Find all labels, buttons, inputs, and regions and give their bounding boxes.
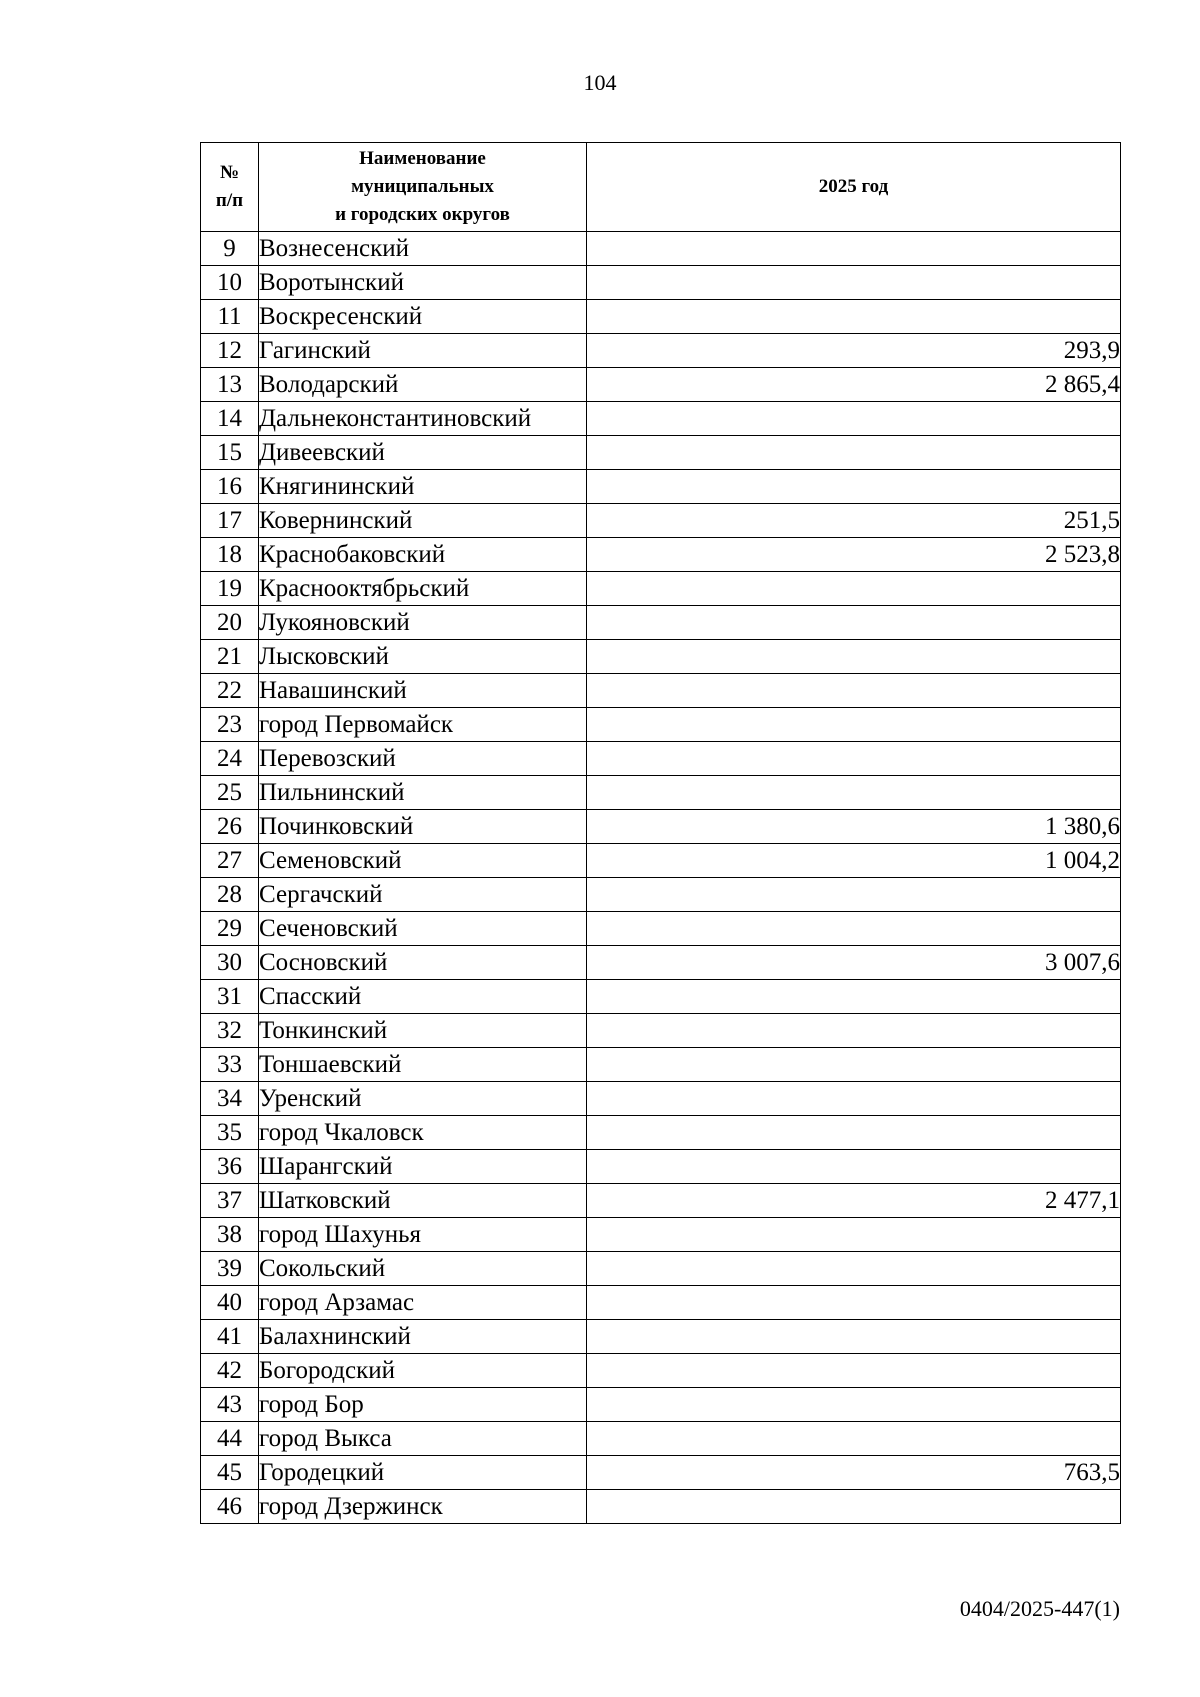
table-header-row: [201, 143, 1121, 232]
value-2025-cell: [587, 1490, 1121, 1524]
table-row: [201, 1082, 1121, 1116]
table-row: [201, 674, 1121, 708]
municipality-name-cell: город Шахунья: [259, 1218, 587, 1252]
value-2025-cell: [587, 674, 1121, 708]
table-row: [201, 334, 1121, 368]
municipality-name-cell: город Арзамас: [259, 1286, 587, 1320]
municipality-name-cell: город Первомайск: [259, 708, 587, 742]
row-number-cell: 30: [201, 946, 259, 980]
value-2025-cell: [587, 1252, 1121, 1286]
allocation-table: [200, 142, 1121, 1524]
header-year: [587, 143, 1121, 232]
municipality-name-cell: город Дзержинск: [259, 1490, 587, 1524]
municipality-name-cell: Спасский: [259, 980, 587, 1014]
value-2025-cell: [587, 470, 1121, 504]
value-2025-cell: [587, 1422, 1121, 1456]
row-number-cell: 31: [201, 980, 259, 1014]
municipality-name-cell: Дальнеконстантиновский: [259, 402, 587, 436]
header-year-label: 2025 год: [818, 176, 889, 197]
table-row: [201, 946, 1121, 980]
page-number: 104: [583, 70, 617, 95]
municipality-name-cell: Шатковский: [259, 1184, 587, 1218]
row-number-cell: 9: [201, 232, 259, 266]
row-number-cell: 37: [201, 1184, 259, 1218]
table-row: [201, 708, 1121, 742]
table-body: [201, 232, 1121, 1524]
value-2025-cell: [587, 640, 1121, 674]
row-number-cell: 14: [201, 402, 259, 436]
municipality-name-cell: Навашинский: [259, 674, 587, 708]
municipality-name-cell: Перевозский: [259, 742, 587, 776]
municipality-name-cell: Починковский: [259, 810, 587, 844]
header-number-label: № п/п: [215, 162, 244, 211]
municipality-name-cell: Уренский: [259, 1082, 587, 1116]
value-2025-cell: [587, 1048, 1121, 1082]
municipality-name-cell: Лысковский: [259, 640, 587, 674]
row-number-cell: 15: [201, 436, 259, 470]
municipality-name-cell: Сергачский: [259, 878, 587, 912]
value-2025-cell: [587, 402, 1121, 436]
row-number-cell: 24: [201, 742, 259, 776]
municipality-name-cell: Гагинский: [259, 334, 587, 368]
table-row: [201, 1252, 1121, 1286]
value-2025-cell: [587, 1150, 1121, 1184]
row-number-cell: 16: [201, 470, 259, 504]
municipality-name-cell: город Бор: [259, 1388, 587, 1422]
row-number-cell: 36: [201, 1150, 259, 1184]
table-row: [201, 368, 1121, 402]
table-row: [201, 266, 1121, 300]
value-2025-cell: 763,5: [587, 1456, 1121, 1490]
table-row: [201, 776, 1121, 810]
table-row: [201, 1048, 1121, 1082]
row-number-cell: 41: [201, 1320, 259, 1354]
table-row: [201, 1014, 1121, 1048]
table-row: [201, 1150, 1121, 1184]
table-row: [201, 572, 1121, 606]
municipality-name-cell: город Выкса: [259, 1422, 587, 1456]
value-2025-cell: [587, 980, 1121, 1014]
value-2025-cell: [587, 1014, 1121, 1048]
table-row: [201, 1388, 1121, 1422]
municipality-name-cell: Княгининский: [259, 470, 587, 504]
table-row: [201, 1116, 1121, 1150]
row-number-cell: 40: [201, 1286, 259, 1320]
value-2025-cell: 1 004,2: [587, 844, 1121, 878]
table-row: [201, 878, 1121, 912]
table-row: [201, 504, 1121, 538]
municipality-name-cell: Вознесенский: [259, 232, 587, 266]
value-2025-cell: 293,9: [587, 334, 1121, 368]
value-2025-cell: [587, 1354, 1121, 1388]
table-row: [201, 470, 1121, 504]
municipality-name-cell: Семеновский: [259, 844, 587, 878]
municipality-name-cell: Сокольский: [259, 1252, 587, 1286]
municipality-name-cell: Лукояновский: [259, 606, 587, 640]
municipality-name-cell: Городецкий: [259, 1456, 587, 1490]
value-2025-cell: [587, 300, 1121, 334]
table-row: [201, 1320, 1121, 1354]
row-number-cell: 25: [201, 776, 259, 810]
header-name-label: Наименование муниципальных и городских округов: [335, 148, 510, 225]
municipality-name-cell: Сеченовский: [259, 912, 587, 946]
value-2025-cell: [587, 1320, 1121, 1354]
document-code: 0404/2025-447(1): [959, 1596, 1120, 1621]
value-2025-cell: [587, 878, 1121, 912]
table-row: [201, 436, 1121, 470]
row-number-cell: 29: [201, 912, 259, 946]
row-number-cell: 46: [201, 1490, 259, 1524]
table-row: [201, 844, 1121, 878]
row-number-cell: 44: [201, 1422, 259, 1456]
row-number-cell: 22: [201, 674, 259, 708]
value-2025-cell: [587, 572, 1121, 606]
row-number-cell: 27: [201, 844, 259, 878]
row-number-cell: 26: [201, 810, 259, 844]
row-number-cell: 38: [201, 1218, 259, 1252]
row-number-cell: 32: [201, 1014, 259, 1048]
municipality-name-cell: Тоншаевский: [259, 1048, 587, 1082]
row-number-cell: 12: [201, 334, 259, 368]
table-row: [201, 1218, 1121, 1252]
header-name: [259, 143, 587, 232]
municipality-name-cell: Воскресенский: [259, 300, 587, 334]
value-2025-cell: 2 477,1: [587, 1184, 1121, 1218]
table-row: [201, 1456, 1121, 1490]
row-number-cell: 33: [201, 1048, 259, 1082]
value-2025-cell: [587, 266, 1121, 300]
table-row: [201, 1490, 1121, 1524]
table-row: [201, 538, 1121, 572]
row-number-cell: 39: [201, 1252, 259, 1286]
table-row: [201, 606, 1121, 640]
value-2025-cell: [587, 912, 1121, 946]
value-2025-cell: [587, 232, 1121, 266]
row-number-cell: 35: [201, 1116, 259, 1150]
municipality-name-cell: Пильнинский: [259, 776, 587, 810]
value-2025-cell: 251,5: [587, 504, 1121, 538]
municipality-name-cell: Краснобаковский: [259, 538, 587, 572]
row-number-cell: 28: [201, 878, 259, 912]
municipality-name-cell: город Чкаловск: [259, 1116, 587, 1150]
row-number-cell: 20: [201, 606, 259, 640]
value-2025-cell: [587, 1286, 1121, 1320]
municipality-name-cell: Сосновский: [259, 946, 587, 980]
row-number-cell: 45: [201, 1456, 259, 1490]
municipality-name-cell: Шарангский: [259, 1150, 587, 1184]
table-row: [201, 742, 1121, 776]
value-2025-cell: [587, 1388, 1121, 1422]
row-number-cell: 23: [201, 708, 259, 742]
table-row: [201, 1286, 1121, 1320]
value-2025-cell: [587, 1218, 1121, 1252]
header-number: [201, 143, 259, 232]
row-number-cell: 11: [201, 300, 259, 334]
value-2025-cell: 3 007,6: [587, 946, 1121, 980]
row-number-cell: 19: [201, 572, 259, 606]
municipality-name-cell: Краснооктябрьский: [259, 572, 587, 606]
municipality-name-cell: Ковернинский: [259, 504, 587, 538]
row-number-cell: 42: [201, 1354, 259, 1388]
table-row: [201, 402, 1121, 436]
value-2025-cell: 1 380,6: [587, 810, 1121, 844]
municipality-name-cell: Богородский: [259, 1354, 587, 1388]
table-row: [201, 300, 1121, 334]
value-2025-cell: 2 865,4: [587, 368, 1121, 402]
row-number-cell: 34: [201, 1082, 259, 1116]
row-number-cell: 13: [201, 368, 259, 402]
table-row: [201, 640, 1121, 674]
municipality-name-cell: Воротынский: [259, 266, 587, 300]
value-2025-cell: [587, 606, 1121, 640]
row-number-cell: 43: [201, 1388, 259, 1422]
table-row: [201, 1422, 1121, 1456]
value-2025-cell: [587, 1116, 1121, 1150]
value-2025-cell: [587, 708, 1121, 742]
row-number-cell: 18: [201, 538, 259, 572]
municipality-name-cell: Тонкинский: [259, 1014, 587, 1048]
table-row: [201, 1354, 1121, 1388]
value-2025-cell: [587, 1082, 1121, 1116]
value-2025-cell: [587, 776, 1121, 810]
table-row: [201, 980, 1121, 1014]
municipality-name-cell: Дивеевский: [259, 436, 587, 470]
table-row: [201, 810, 1121, 844]
table-row: [201, 1184, 1121, 1218]
table-row: [201, 232, 1121, 266]
value-2025-cell: [587, 436, 1121, 470]
value-2025-cell: [587, 742, 1121, 776]
municipality-name-cell: Балахнинский: [259, 1320, 587, 1354]
row-number-cell: 17: [201, 504, 259, 538]
row-number-cell: 10: [201, 266, 259, 300]
value-2025-cell: 2 523,8: [587, 538, 1121, 572]
table-row: [201, 912, 1121, 946]
row-number-cell: 21: [201, 640, 259, 674]
municipality-name-cell: Володарский: [259, 368, 587, 402]
